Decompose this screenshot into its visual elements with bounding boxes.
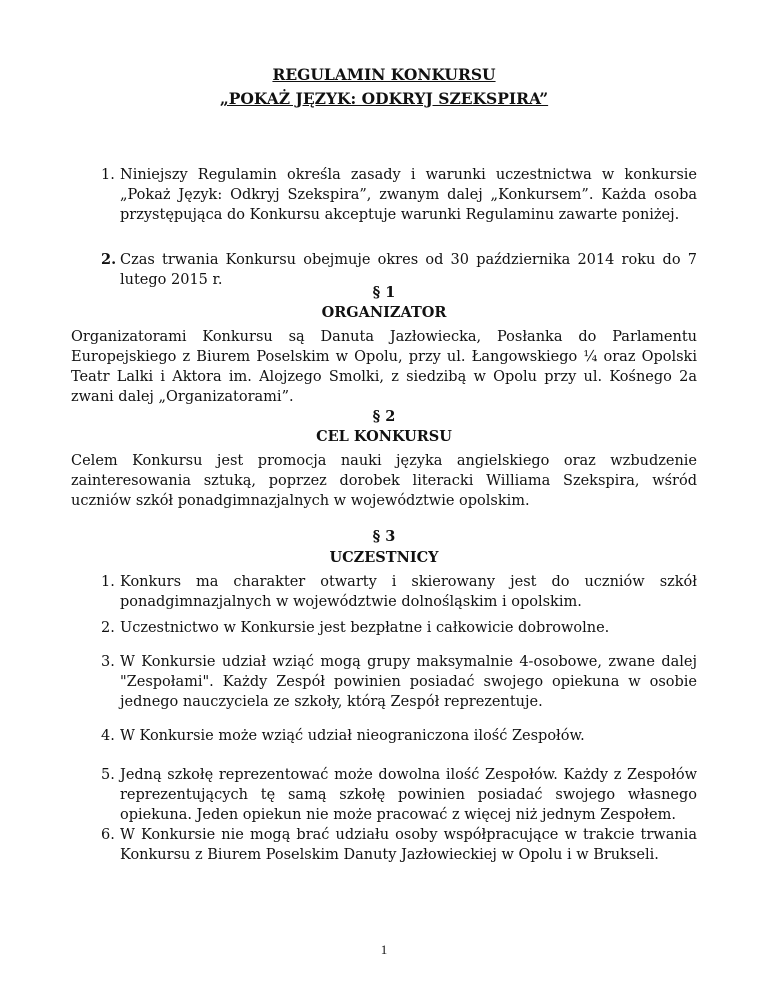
page-number: 1 bbox=[380, 942, 388, 957]
list-item-text: Niniejszy Regulamin określa zasady i warunki uczestnictwa w konkursie „Pokaż Język: Odkryj Szekspira”, zwanym dalej „Konkursem”. Każda osoba przystępująca do Konkursu akceptuje warunki Regulaminu zawarte poniżej. bbox=[120, 167, 697, 223]
list-item-number: 1. bbox=[101, 574, 115, 590]
section-1-heading: ORGANIZATOR bbox=[321, 304, 447, 321]
section-2-heading: CEL KONKURSU bbox=[316, 428, 452, 445]
list-item-text: Czas trwania Konkursu obejmuje okres od 30 października 2014 roku do 7 lutego 2015 r. bbox=[120, 252, 697, 288]
list-item-number: 5. bbox=[101, 767, 115, 783]
list-item-number: 6. bbox=[101, 827, 115, 843]
document-title: REGULAMIN KONKURSU bbox=[272, 65, 496, 84]
section-1-number: § 1 bbox=[372, 284, 396, 301]
list-item-text: W Konkursie nie mogą brać udziału osoby współpracujące w trakcie trwania Konkursu z Biurem Poselskim Danuty Jazłowieckiej w Opolu i w Brukseli. bbox=[120, 827, 697, 863]
list-item-number: 1. bbox=[101, 167, 115, 183]
section-1-paragraph: Organizatorami Konkursu są Danuta Jazłowiecka, Posłanka do Parlamentu Europejskiego z Biurem Poselskim w Opolu, przy ul. Łangowskiego ¼ oraz Opolski Teatr Lalki i Aktora im. Alojzego Smolki, z siedzibą w Opolu przy ul. Kośnego 2a zwani dalej „Organizatorami”. bbox=[71, 329, 697, 405]
document-subtitle: „POKAŻ JĘZYK: ODKRYJ SZEKSPIRA” bbox=[219, 89, 549, 108]
section-3-heading: UCZESTNICY bbox=[329, 549, 439, 566]
list-item-text: Uczestnictwo w Konkursie jest bezpłatne i całkowicie dobrowolne. bbox=[120, 620, 610, 636]
list-item-text: W Konkursie może wziąć udział nieograniczona ilość Zespołów. bbox=[120, 728, 585, 744]
section-3-number: § 3 bbox=[372, 528, 396, 545]
list-item-number: 3. bbox=[101, 654, 115, 670]
list-item-text: Konkurs ma charakter otwarty i skierowany jest do uczniów szkół ponadgimnazjalnych w województwie dolnośląskim i opolskim. bbox=[120, 574, 697, 610]
list-item-text: Jedną szkołę reprezentować może dowolna ilość Zespołów. Każdy z Zespołów reprezentujących tę samą szkołę powinien posiadać swojego własnego opiekuna. Jeden opiekun nie może pracować z więcej niż jednym Zespołem. bbox=[120, 767, 697, 823]
list-item-text: W Konkursie udział wziąć mogą grupy maksymalnie 4-osobowe, zwane dalej "Zespołami". Każdy Zespół powinien posiadać swojego opiekuna w osobie jednego nauczyciela ze szkoły, którą Zespół reprezentuje. bbox=[120, 654, 697, 710]
list-item-number: 2. bbox=[101, 251, 117, 268]
section-2-number: § 2 bbox=[372, 408, 396, 425]
list-item-number: 2. bbox=[101, 620, 115, 636]
section-2-paragraph: Celem Konkursu jest promocja nauki języka angielskiego oraz wzbudzenie zainteresowania sztuką, poprzez dorobek literacki Williama Szekspira, wśród uczniów szkół ponadgimnazjalnych w województwie opolskim. bbox=[71, 453, 697, 509]
list-item-number: 4. bbox=[101, 728, 115, 744]
